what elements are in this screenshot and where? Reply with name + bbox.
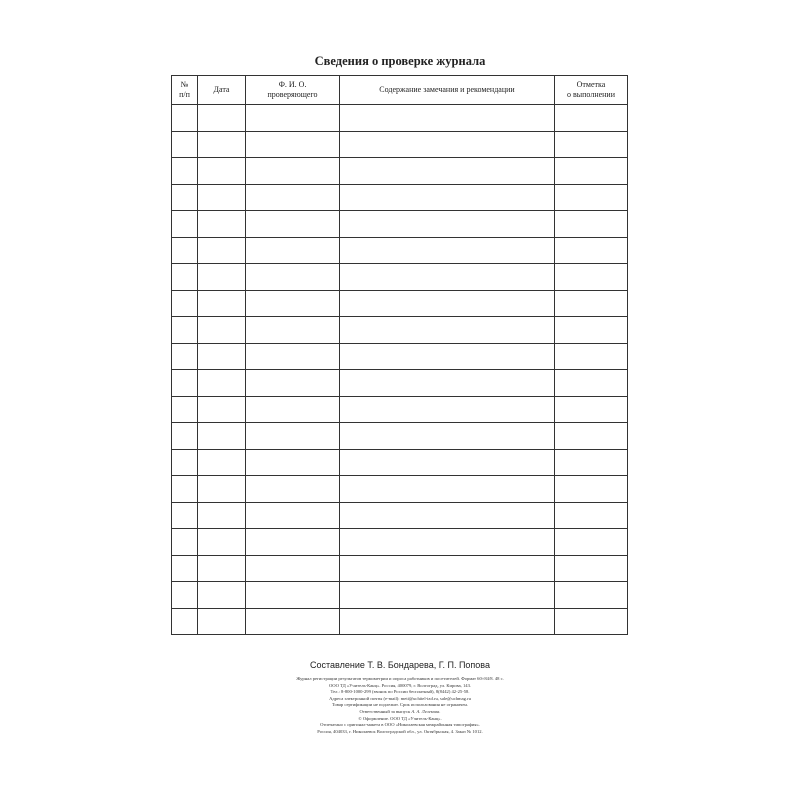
table-cell[interactable]	[246, 476, 340, 503]
table-cell[interactable]	[198, 131, 246, 158]
imprint-line: © Оформление. ООО ТД «Учитель-Канц».	[358, 715, 442, 721]
table-cell[interactable]	[246, 237, 340, 264]
table-cell[interactable]	[198, 290, 246, 317]
table-cell[interactable]	[246, 211, 340, 238]
table-row	[172, 370, 628, 397]
table-row	[172, 158, 628, 185]
table-cell[interactable]	[340, 423, 555, 450]
table-cell[interactable]	[340, 211, 555, 238]
table-cell[interactable]	[340, 608, 555, 635]
table-cell[interactable]	[246, 131, 340, 158]
table-cell[interactable]	[555, 290, 628, 317]
table-row	[172, 184, 628, 211]
table-row	[172, 502, 628, 529]
table-cell[interactable]	[555, 476, 628, 503]
table-cell[interactable]	[340, 343, 555, 370]
table-cell[interactable]	[172, 423, 198, 450]
table-cell[interactable]	[555, 582, 628, 609]
table-cell[interactable]	[172, 184, 198, 211]
table-row	[172, 343, 628, 370]
table-cell[interactable]	[555, 105, 628, 132]
table-cell[interactable]	[198, 184, 246, 211]
imprint-line: Отпечатано с оригинал-макета в ООО «Николаевская межрайонная типография».	[320, 722, 480, 728]
table-cell[interactable]	[198, 396, 246, 423]
table-cell[interactable]	[172, 608, 198, 635]
table-cell[interactable]	[340, 131, 555, 158]
table-cell[interactable]	[340, 317, 555, 344]
table-cell[interactable]	[555, 529, 628, 556]
table-row	[172, 211, 628, 238]
table-cell[interactable]	[172, 317, 198, 344]
table-cell[interactable]	[555, 158, 628, 185]
table-cell[interactable]	[555, 317, 628, 344]
column-header-remarks: Содержание замечания и рекомендации	[340, 76, 555, 105]
table-cell[interactable]	[340, 529, 555, 556]
imprint-line: ООО ТД «Учитель-Канц». Россия, 400079, г. Волгоград, ул. Кирова, 143.	[328, 682, 472, 688]
table-row	[172, 608, 628, 635]
table-cell[interactable]	[198, 317, 246, 344]
table-cell[interactable]	[198, 608, 246, 635]
table-cell[interactable]	[246, 290, 340, 317]
table-cell[interactable]	[246, 370, 340, 397]
inspection-table	[171, 75, 628, 635]
table-cell[interactable]	[246, 396, 340, 423]
table-cell[interactable]	[246, 608, 340, 635]
table-cell[interactable]	[555, 237, 628, 264]
table-cell[interactable]	[172, 582, 198, 609]
table-cell[interactable]	[172, 555, 198, 582]
table-cell[interactable]	[340, 290, 555, 317]
table-cell[interactable]	[340, 582, 555, 609]
table-cell[interactable]	[340, 502, 555, 529]
table-cell[interactable]	[246, 158, 340, 185]
imprint-line	[250, 709, 550, 716]
table-cell[interactable]	[172, 131, 198, 158]
table-row	[172, 449, 628, 476]
table-cell[interactable]	[246, 184, 340, 211]
imprint-responsible-label: Ответственный за выпуск	[359, 708, 411, 714]
table-cell[interactable]	[198, 555, 246, 582]
table-row	[172, 317, 628, 344]
table-cell[interactable]	[172, 158, 198, 185]
table-cell[interactable]	[172, 449, 198, 476]
table-cell[interactable]	[340, 449, 555, 476]
page-title: Сведения о проверке журнала	[314, 54, 486, 68]
table-cell[interactable]	[246, 317, 340, 344]
table-cell[interactable]	[172, 264, 198, 291]
table-cell[interactable]	[340, 105, 555, 132]
table-cell[interactable]	[246, 105, 340, 132]
table-cell[interactable]	[198, 423, 246, 450]
table-cell[interactable]	[172, 529, 198, 556]
table-cell[interactable]	[172, 396, 198, 423]
imprint-block	[250, 676, 550, 735]
table-row	[172, 555, 628, 582]
table-cell[interactable]	[198, 105, 246, 132]
table-cell[interactable]	[246, 529, 340, 556]
table-cell[interactable]	[555, 396, 628, 423]
table-row	[172, 396, 628, 423]
table-cell[interactable]	[246, 343, 340, 370]
table-row	[172, 423, 628, 450]
imprint-line: Адреса электронной почты (e-mail): meti@uchitel-izd.ru, sale@uchmag.ru	[329, 695, 471, 701]
table-cell[interactable]	[172, 105, 198, 132]
table-cell[interactable]	[246, 555, 340, 582]
column-header-date: Дата	[198, 76, 246, 105]
table-cell[interactable]	[246, 423, 340, 450]
table-cell[interactable]	[340, 184, 555, 211]
table-cell[interactable]	[172, 370, 198, 397]
table-row	[172, 237, 628, 264]
table-row	[172, 529, 628, 556]
table-cell[interactable]	[246, 449, 340, 476]
table-header-row	[172, 76, 628, 105]
table-row	[172, 476, 628, 503]
table-cell[interactable]	[340, 264, 555, 291]
imprint-responsible-name: А. А. Лелекова.	[411, 708, 441, 714]
table-cell[interactable]	[555, 449, 628, 476]
imprint-line: Россия, 404033, г. Николаевск Волгоградской обл., ул. Октябрьская, 4. Заказ № 1012.	[317, 728, 483, 734]
table-cell[interactable]	[340, 396, 555, 423]
table-cell[interactable]	[555, 264, 628, 291]
table-row	[172, 264, 628, 291]
table-cell[interactable]	[555, 502, 628, 529]
table-row	[172, 131, 628, 158]
table-row	[172, 105, 628, 132]
table-cell[interactable]	[172, 476, 198, 503]
imprint-line: Тел.: 8-800-1000-299 (звонок по России бесплатный), 8(8442) 42-25-58.	[330, 689, 470, 695]
table-cell[interactable]	[246, 582, 340, 609]
table-cell[interactable]	[340, 370, 555, 397]
table-cell[interactable]	[555, 608, 628, 635]
table-cell[interactable]	[340, 555, 555, 582]
table-cell[interactable]	[340, 237, 555, 264]
imprint-line: Журнал регистрации результатов термометрии и опроса работников и посетителей. Формат 60×84/8. 48 с.	[296, 676, 504, 681]
column-header-number: № п/п	[172, 76, 198, 105]
table-cell[interactable]	[198, 264, 246, 291]
table-cell[interactable]	[172, 211, 198, 238]
table-cell[interactable]	[246, 264, 340, 291]
table-cell[interactable]	[555, 131, 628, 158]
table-cell[interactable]	[555, 211, 628, 238]
table-cell[interactable]	[198, 211, 246, 238]
table-cell[interactable]	[246, 502, 340, 529]
table-row	[172, 582, 628, 609]
table-cell[interactable]	[198, 343, 246, 370]
table-cell[interactable]	[172, 290, 198, 317]
table-cell[interactable]	[198, 158, 246, 185]
table-row	[172, 290, 628, 317]
column-header-inspector: Ф. И. О. проверяющего	[246, 76, 340, 105]
table-cell[interactable]	[198, 237, 246, 264]
table-cell[interactable]	[172, 237, 198, 264]
table-cell[interactable]	[340, 158, 555, 185]
table-cell[interactable]	[198, 529, 246, 556]
table-cell[interactable]	[555, 555, 628, 582]
column-header-completion-mark: Отметка о выполнении	[555, 76, 628, 105]
table-cell[interactable]	[555, 423, 628, 450]
composers-credit: Составление Т. В. Бондарева, Г. П. Попова	[310, 660, 490, 670]
table-cell[interactable]	[198, 502, 246, 529]
table-body	[172, 105, 628, 635]
imprint-line: Товар сертификации не подлежит. Срок использования не ограничен.	[332, 702, 468, 708]
table-cell[interactable]	[555, 370, 628, 397]
table-cell[interactable]	[198, 476, 246, 503]
table-cell[interactable]	[340, 476, 555, 503]
table-cell[interactable]	[198, 449, 246, 476]
table-cell[interactable]	[198, 370, 246, 397]
table-cell[interactable]	[198, 582, 246, 609]
table-cell[interactable]	[555, 343, 628, 370]
table-cell[interactable]	[172, 502, 198, 529]
table-cell[interactable]	[555, 184, 628, 211]
table-cell[interactable]	[172, 343, 198, 370]
